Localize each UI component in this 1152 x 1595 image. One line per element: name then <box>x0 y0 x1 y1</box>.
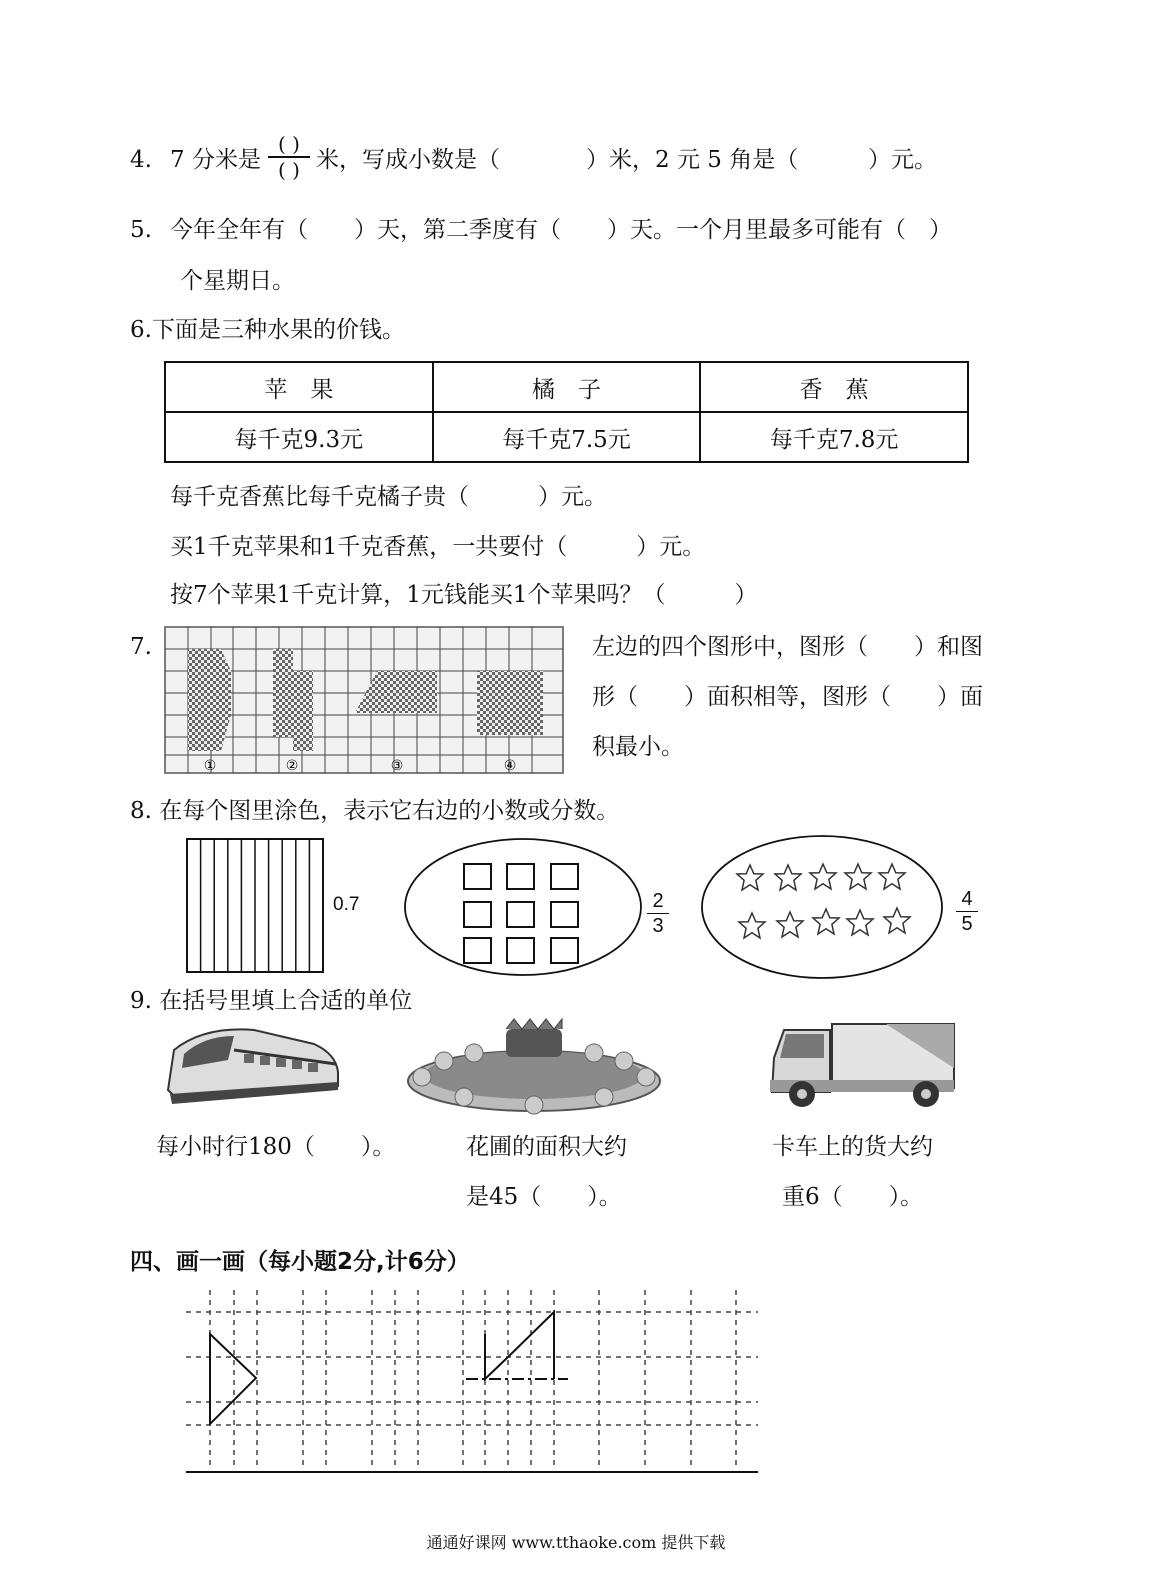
figure-1 <box>188 649 231 751</box>
q4-number: 4. <box>130 147 152 173</box>
header-apple: 苹 果 <box>165 362 433 412</box>
header-banana: 香 蕉 <box>700 362 968 412</box>
squares-ellipse <box>403 836 645 978</box>
q6-title: 6.下面是三种水果的价钱。 <box>130 317 405 343</box>
q9-caption-truck-1: 卡车上的货大约 <box>772 1134 933 1160</box>
q6-line-3: 按7个苹果1千克计算，1元钱能买1个苹果吗？（ ） <box>170 582 758 608</box>
fruit-price-table <box>164 361 969 463</box>
q9-caption-train: 每小时行180（ ）。 <box>156 1134 396 1160</box>
fraction-denominator: 3 <box>652 915 664 937</box>
truck-picture <box>766 1018 958 1110</box>
figure-label-1: ① <box>203 758 217 774</box>
footer-text: 通通好课网 www.tthaoke.com 提供下载 <box>426 1533 726 1552</box>
q6-line-2: 买1千克苹果和1千克香蕉，一共要付（ ）元。 <box>170 534 706 560</box>
q4-text-mid: 米，写成小数是（ <box>316 147 500 173</box>
fraction-four-fifths <box>956 889 978 934</box>
q7-number: 7. <box>130 634 152 660</box>
striped-rectangle <box>186 838 326 974</box>
q5-line1: 今年全年有（ ）天，第二季度有（ ）天。一个月里最多可能有（ ） <box>170 217 952 243</box>
q4-fraction-denominator: ( ) <box>278 158 300 182</box>
header-orange: 橘 子 <box>433 362 701 412</box>
q4-text-pre: 7 分米是 <box>170 147 261 173</box>
fraction-denominator: 5 <box>961 913 973 935</box>
table-row <box>165 412 968 462</box>
q5-line2: 个星期日。 <box>180 268 295 294</box>
flower-bed-picture <box>404 1015 664 1115</box>
decimal-label: 0.7 <box>333 894 360 915</box>
q9-caption-flowerbed-1: 花圃的面积大约 <box>466 1134 627 1160</box>
q7-line-1: 左边的四个图形中，图形（ ）和图 <box>592 634 983 660</box>
figure-label-4: ④ <box>503 758 517 774</box>
stars-ellipse <box>700 834 946 980</box>
q7-line-2: 形（ ）面积相等，图形（ ）面 <box>592 684 983 710</box>
triangle-shape <box>210 1334 256 1424</box>
fraction-two-thirds <box>647 891 669 936</box>
price-apple: 每千克9.3元 <box>165 412 433 462</box>
figure-4 <box>477 671 543 735</box>
train-picture <box>164 1020 340 1108</box>
q6-line-1: 每千克香蕉比每千克橘子贵（ ）元。 <box>170 484 607 510</box>
price-banana: 每千克7.8元 <box>700 412 968 462</box>
symmetric-half-shape <box>485 1312 554 1379</box>
figure-label-2: ② <box>285 758 299 774</box>
q4-text-b2: ）元。 <box>868 147 937 173</box>
q9-caption-truck-2: 重6（ ）。 <box>782 1184 924 1210</box>
q4-fraction-numerator: ( ) <box>278 132 300 156</box>
fraction-numerator: 2 <box>652 890 664 912</box>
q5-number: 5. <box>130 217 152 243</box>
section-4-title: 四、画一画（每小题2分,计6分） <box>130 1249 470 1275</box>
price-orange: 每千克7.5元 <box>433 412 701 462</box>
q7-grid-figures <box>165 627 563 775</box>
q4-text-b1: ）米，2 元 5 角是（ <box>586 147 799 173</box>
q4-fraction <box>268 134 310 180</box>
q4-blank-1[interactable] <box>522 149 582 173</box>
q9-title: 9. 在括号里填上合适的单位 <box>130 988 413 1014</box>
figure-label-3: ③ <box>390 758 404 774</box>
q9-caption-flowerbed-2: 是45（ ）。 <box>466 1184 622 1210</box>
fraction-numerator: 4 <box>961 888 973 910</box>
q8-title: 8. 在每个图里涂色，表示它右边的小数或分数。 <box>130 798 620 824</box>
drawing-grid <box>186 1290 760 1474</box>
q7-line-3: 积最小。 <box>592 734 684 760</box>
table-header-row <box>165 362 968 412</box>
